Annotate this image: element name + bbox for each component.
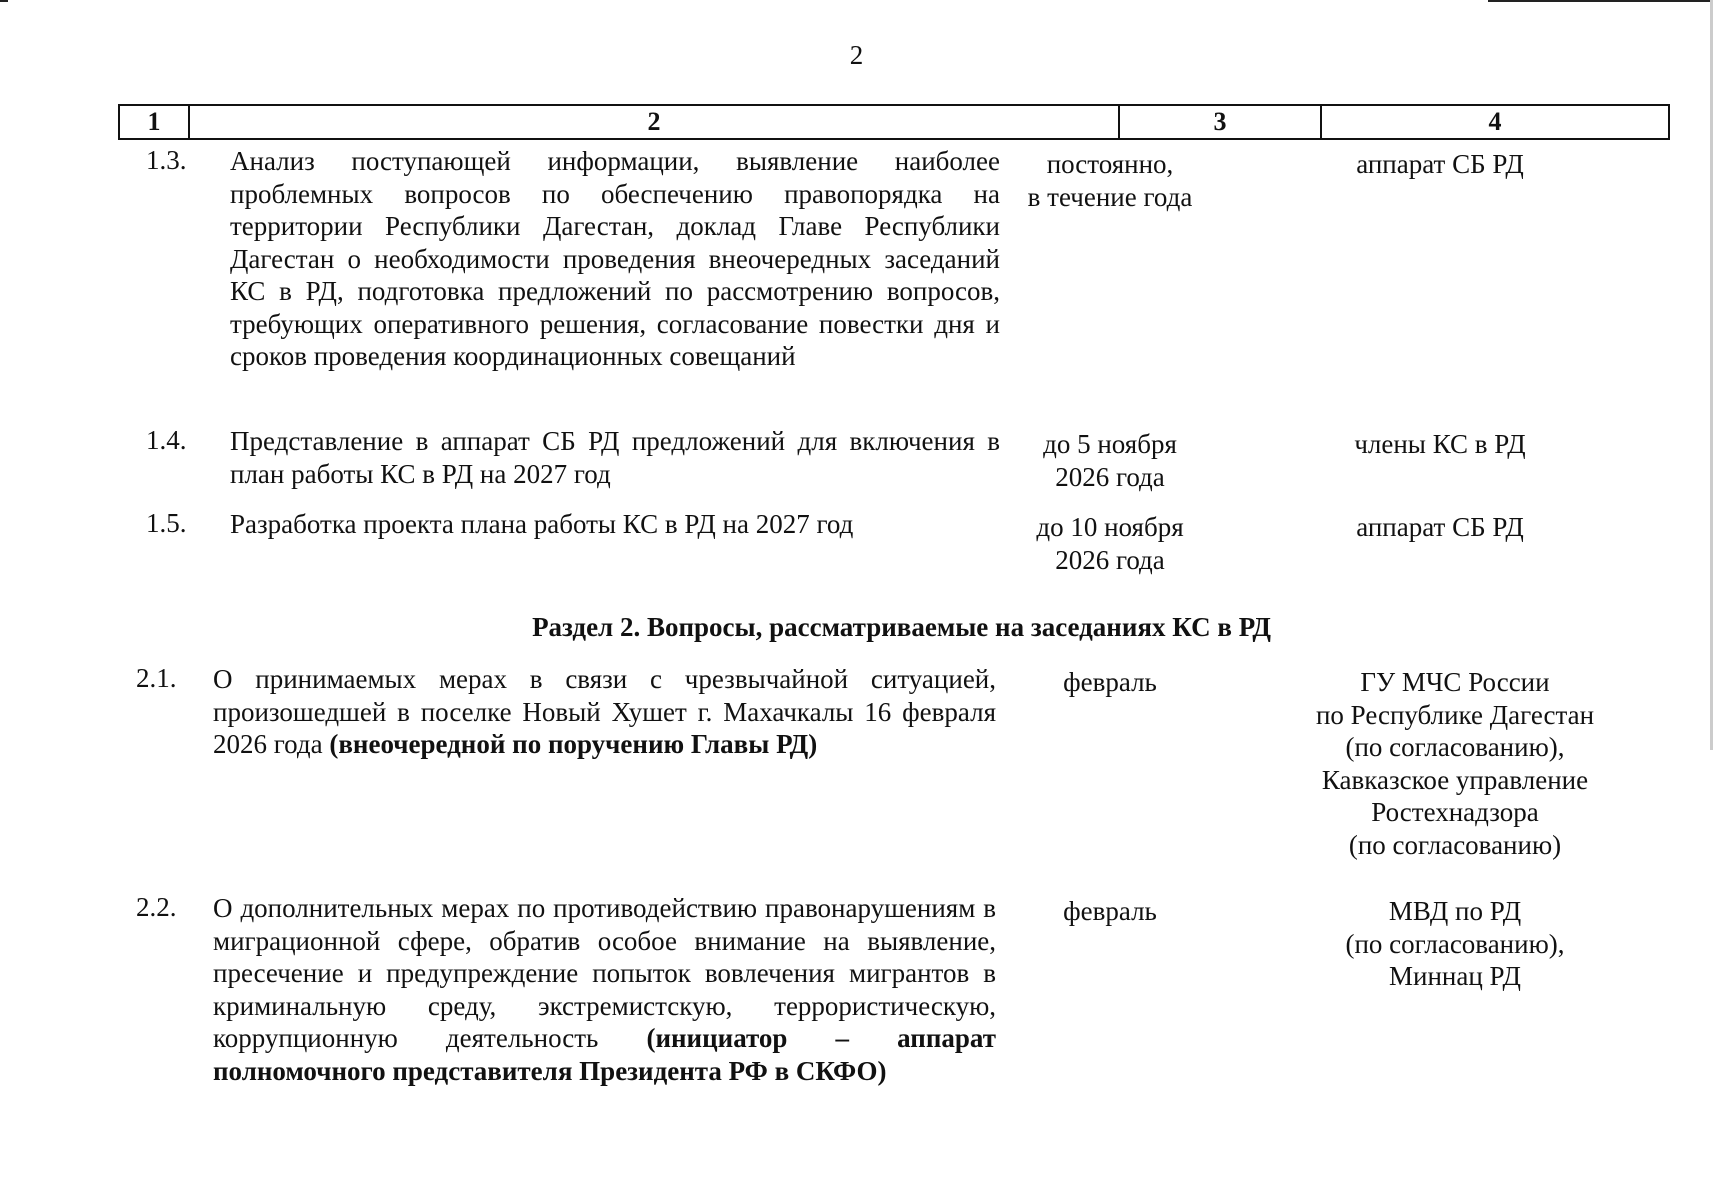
row-number: 1.5. — [146, 508, 187, 538]
row-term: февраль — [1063, 896, 1157, 926]
row-text — [213, 663, 996, 761]
row-term: февраль — [1063, 667, 1157, 697]
section-title: Раздел 2. Вопросы, рассматриваемые на заседаниях КС в РД — [532, 612, 1271, 642]
row-text — [213, 892, 996, 1087]
scan-artifact — [0, 0, 8, 2]
table-header — [118, 104, 1670, 140]
scan-artifact — [1488, 0, 1713, 2]
page-number: 2 — [849, 40, 864, 70]
row-responsible: аппарат СБ РД — [1356, 512, 1524, 542]
header-col-3: 3 — [1213, 107, 1227, 136]
header-col-1: 1 — [147, 107, 161, 136]
header-col-2: 2 — [647, 107, 661, 136]
row-text-bold: (инициатор – аппарат полномочного представителя Президента РФ в СКФО) — [213, 1023, 996, 1086]
row-term: до 5 ноября 2026 года — [1043, 429, 1177, 492]
row-responsible: аппарат СБ РД — [1356, 149, 1524, 179]
row-text: Представление в аппарат СБ РД предложений для включения в план работы КС в РД на 2027 год — [230, 426, 1000, 489]
row-text-plain: О принимаемых мерах в связи с чрезвычайной ситуацией, произошедшей в поселке Новый Хушет г. Махачкалы 16 февраля 2026 года — [213, 664, 996, 759]
row-text: Разработка проекта плана работы КС в РД на 2027 год — [230, 509, 854, 539]
row-text: Анализ поступающей информации, выявление наиболее проблемных вопросов по обеспечению правопорядка на территории Республики Дагестан, доклад Главе Республики Дагестан о необходимости проведения внеочередных заседаний КС в РД, подготовка предложений по рассмотрению вопросов, требующих оперативного решения, согласование повестки дня и сроков проведения координационных совещаний — [230, 146, 1000, 371]
row-number: 2.2. — [136, 892, 177, 922]
row-responsible: ГУ МЧС России по Республике Дагестан (по согласованию), Кавказское управление Ростехнадзора (по согласованию) — [1315, 667, 1595, 860]
header-col-4: 4 — [1488, 107, 1502, 136]
row-responsible: МВД по РД (по согласованию), Миннац РД — [1345, 896, 1565, 991]
row-responsible: члены КС в РД — [1354, 429, 1526, 459]
row-text-bold: (внеочередной по поручению Главы РД) — [329, 729, 818, 759]
row-term: до 10 ноября 2026 года — [1036, 512, 1184, 575]
row-text-plain: О дополнительных мерах по противодействию правонарушениям в миграционной сфере, обратив особое внимание на выявление, пресечение и предупреждение попыток вовлечения мигрантов в криминальную среду, экстремистскую, террористическую, коррупционную деятельность — [213, 893, 996, 1053]
row-term: постоянно, в течение года — [1027, 149, 1193, 212]
row-number: 2.1. — [136, 663, 177, 693]
row-number: 1.4. — [146, 425, 187, 455]
row-number: 1.3. — [146, 145, 187, 175]
